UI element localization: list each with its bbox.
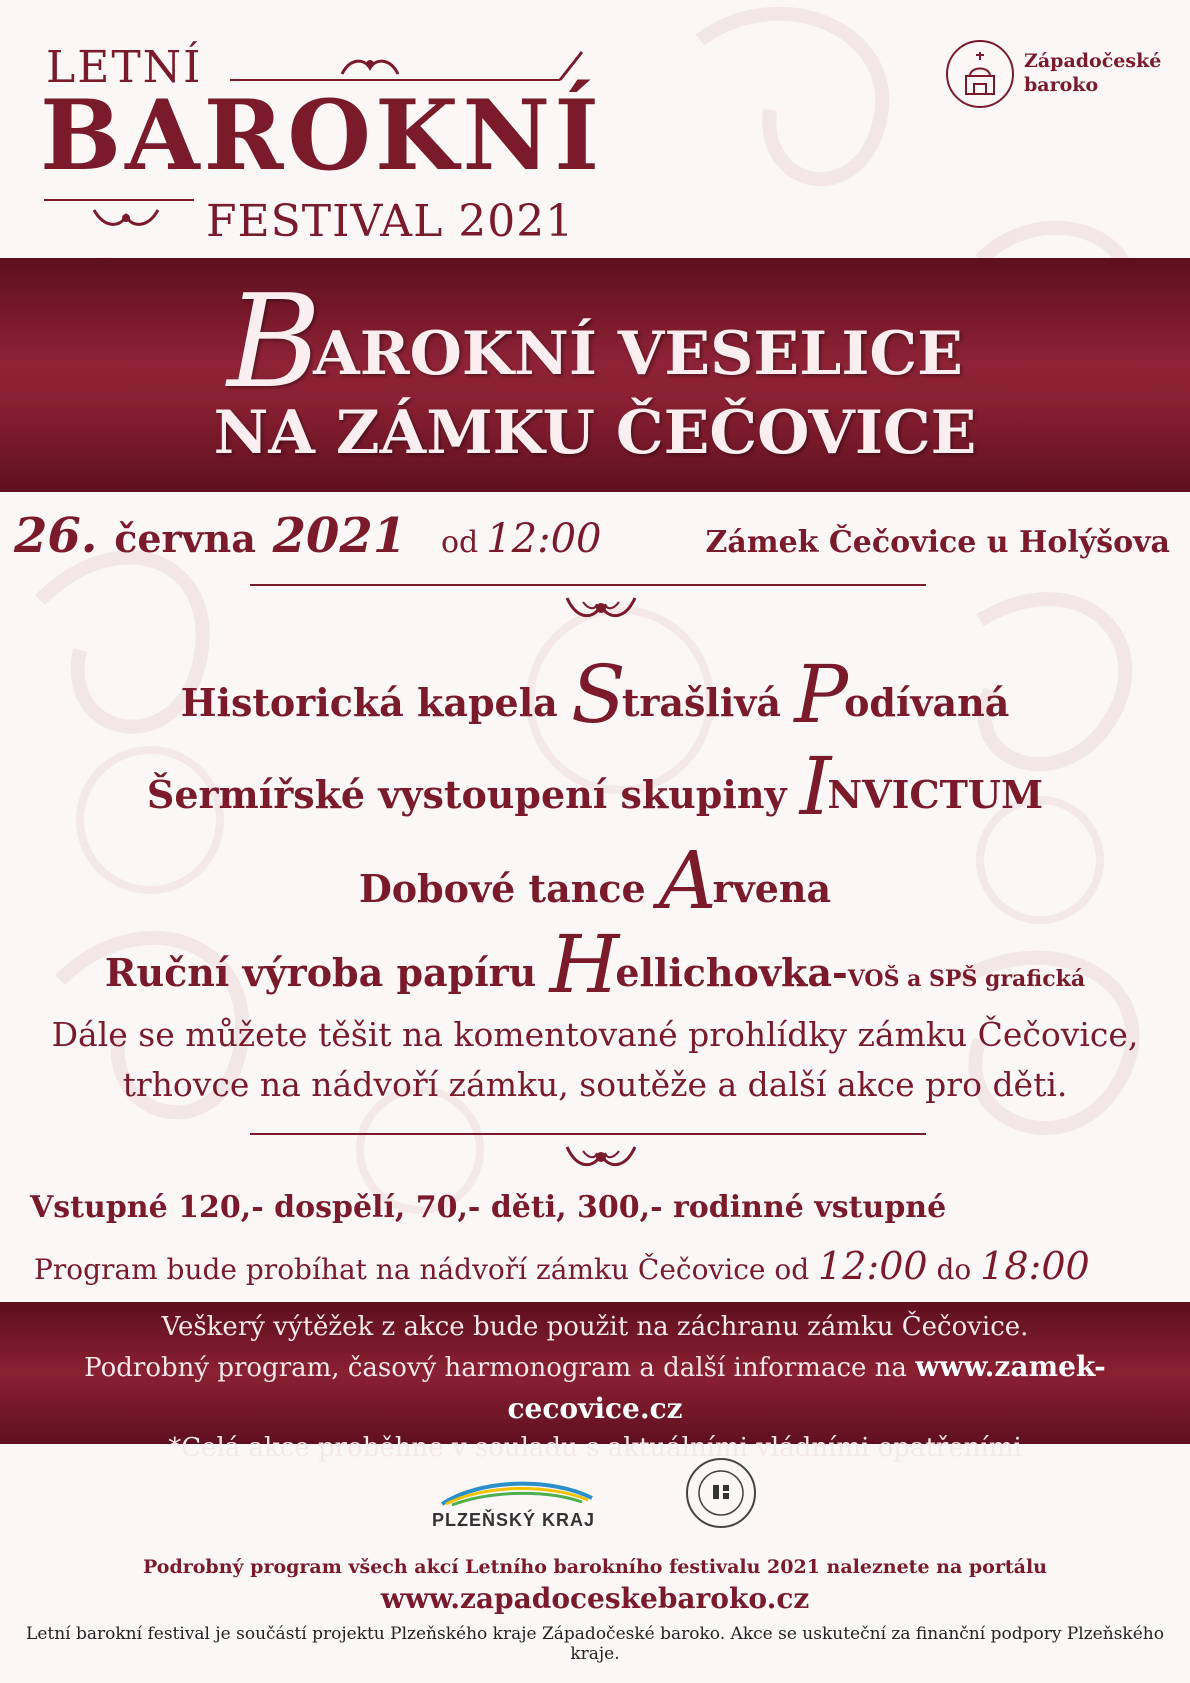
program-item-kapela-prefix: Historická kapela [180, 680, 558, 725]
admission-prices: Vstupné 120,- dospělí, 70,- děti, 300,- rodinné vstupné [30, 1190, 947, 1225]
event-location: Zámek Čečovice u Holýšova [705, 525, 1170, 560]
date-start-time: 12:00 [486, 516, 602, 562]
event-title-line1-rest: AROKNÍ VESELICE [313, 319, 963, 389]
date-year: 2021 [272, 508, 407, 564]
program-item-kapela-initial1: S [571, 648, 626, 741]
footer-disclaimer: Letní barokní festival je součástí projektu Plzeňského kraje Západočeské baroko. Akce se uskuteční za finanční podpory Plzeňského kraje. [26, 1624, 1164, 1664]
church-dome-icon [946, 40, 1014, 108]
castle-website-link[interactable]: www.zamek-cecovice.cz [507, 1350, 1106, 1425]
event-title-initial: B [227, 268, 322, 417]
program-item-kapela-word2: odívaná [844, 680, 1010, 725]
brand-zapadoceske-baroko [946, 40, 1162, 108]
program-item-papir-prefix: Ruční výroba papíru [104, 950, 537, 995]
program-item-tance-prefix: Dobové tance [358, 866, 646, 911]
info-banner-text [0, 1308, 1190, 1468]
schedule-start: 12:00 [818, 1244, 928, 1288]
festival-logo-ornament-bottom [44, 196, 214, 236]
date-from-label: od [440, 525, 479, 560]
brand-name-line2: baroko [1024, 74, 1099, 96]
program-item-sermiri-initial: I [799, 740, 832, 833]
date-day: 26. [14, 508, 98, 564]
festival-logo-barokni: BAROKNÍ [40, 79, 604, 192]
ornament-top-icon [561, 592, 641, 626]
program-info [0, 1010, 1190, 1109]
program-info-line1: Dále se můžete těšit na komentované prohlídky zámku Čečovice, [51, 1015, 1139, 1054]
program-item-sermiri [0, 740, 1190, 833]
program-item-tance [0, 834, 1190, 927]
date-month: června [114, 516, 256, 561]
ornament-bottom-icon [561, 1141, 641, 1175]
plzensky-kraj-label: PLZEŇSKÝ KRAJ [432, 1510, 596, 1530]
info-banner-line2-prefix: Podrobný program, časový harmonogram a další informace na [84, 1353, 907, 1384]
program-item-kapela-initial2: P [794, 648, 849, 741]
festival-logo-letni: LETNÍ [46, 42, 203, 93]
program-item-papir-word: ellichovka- [615, 950, 848, 995]
program-item-papir [0, 918, 1190, 1011]
portal-text: Podrobný program všech akcí Letního barokního festivalu 2021 naleznete na portálu [143, 1556, 1047, 1578]
info-banner-line3: *Celá akce proběhne v souladu s aktuálními vládními opatřeními [168, 1433, 1022, 1464]
schedule-mid: do [936, 1253, 972, 1286]
event-date [14, 508, 601, 564]
schedule-end: 18:00 [980, 1244, 1090, 1288]
program-item-papir-initial: H [549, 918, 620, 1011]
brand-name [1024, 50, 1162, 98]
program-item-kapela [0, 648, 1190, 741]
program-item-sermiri-word: NVICTUM [827, 772, 1044, 817]
festival-logo-year: FESTIVAL 2021 [206, 196, 575, 247]
event-title-line2: NA ZÁMKU ČEČOVICE [213, 398, 977, 468]
portal-link[interactable]: www.zapadoceskebaroko.cz [380, 1582, 810, 1615]
program-schedule [34, 1244, 1090, 1288]
program-item-sermiri-prefix: Šermířské vystoupení skupiny [146, 772, 787, 817]
info-banner-line1: Veškerý výtěžek z akce bude použit na záchranu zámku Čečovice. [161, 1312, 1029, 1342]
schedule-prefix: Program bude probíhat na nádvoří zámku Čečovice od [34, 1253, 810, 1286]
brand-name-line1: Západočeské [1024, 50, 1162, 73]
info-banner-line2 [0, 1346, 1190, 1429]
event-title-line1 [0, 268, 1190, 417]
heritage-stamp-icon [686, 1458, 756, 1528]
program-item-kapela-word1: trašlivá [621, 680, 781, 725]
program-info-line2: trhovce na nádvoří zámku, soutěže a další akce pro děti. [122, 1064, 1068, 1104]
program-item-tance-word: rvena [712, 866, 832, 911]
plzensky-kraj-arc-icon [432, 1478, 597, 1506]
program-item-papir-suffix: VOŠ a SPŠ grafická [847, 966, 1086, 992]
divider-top [250, 584, 926, 586]
plzensky-kraj-logo [432, 1478, 597, 1531]
program-item-tance-initial: A [658, 834, 717, 927]
divider-bottom [250, 1133, 926, 1135]
festival-logo-ornament-top [230, 44, 590, 84]
